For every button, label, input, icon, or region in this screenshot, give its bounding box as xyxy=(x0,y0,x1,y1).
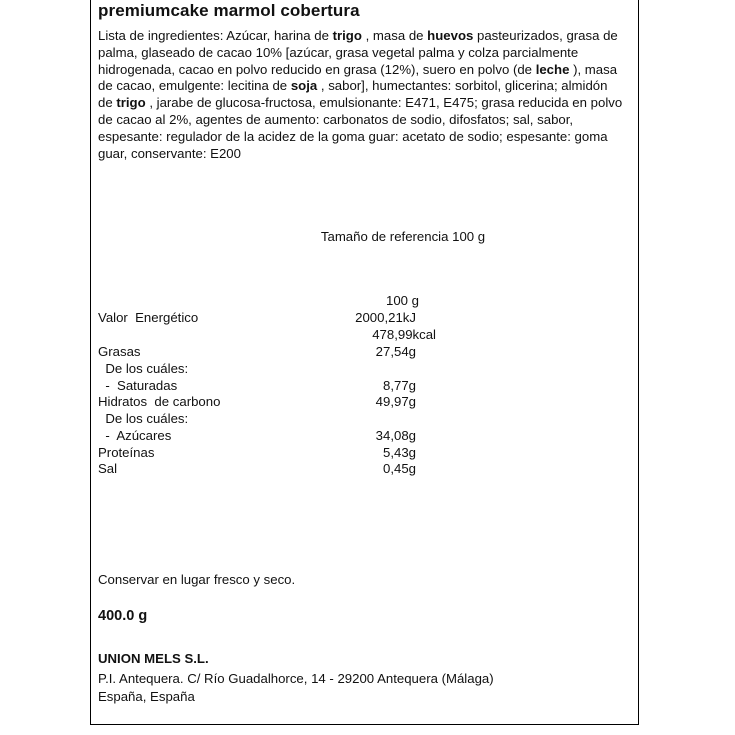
nutrient-label: Sal xyxy=(98,461,118,476)
nutrient-label: Grasas xyxy=(98,344,141,359)
nutrient-value: 49,97g xyxy=(375,394,416,409)
nutrition-column-header: 100 g xyxy=(385,293,419,308)
manufacturer-address: P.I. Antequera. C/ Río Guadalhorce, 14 - 29200 Antequera (Málaga) xyxy=(98,671,494,686)
ingredients-text: pasteurizados, grasa de palma, glaseado de cacao 10% [azúcar, grasa vegetal palma y colza parcialmente hidrogenada, cacao en polvo reducido en grasa (12%), suero en polvo (de xyxy=(98,28,618,77)
nutrient-value: 34,08g xyxy=(375,428,416,443)
storage-instructions: Conservar en lugar fresco y seco. xyxy=(98,572,296,587)
energy-kj-value: 2000,21kJ xyxy=(355,310,416,325)
nutrient-label: - Azúcares xyxy=(98,428,172,443)
allergen-milk: leche xyxy=(535,61,570,77)
allergen-egg: huevos xyxy=(427,28,474,43)
net-weight: 400.0 g xyxy=(98,608,148,624)
nutrient-label: Hidratos de carbono xyxy=(98,394,221,409)
reference-size: Tamaño de referencia 100 g xyxy=(320,229,486,244)
allergen-wheat: trigo xyxy=(116,95,146,111)
product-title: premiumcake marmol cobertura xyxy=(98,1,360,20)
nutrient-sublabel: De los cuáles: xyxy=(98,411,189,426)
ingredients-text: , jarabe de glucosa-fructosa, emulsionante: E471, E475; grasa reducida en polvo de cacao al 2%, agentes de aumento: carbonatos de sodio, difosfatos; sal, sabor, espesante: regulador de la acidez de la goma guar: acetato de sodio; espesante: goma guar, conservante: E200 xyxy=(98,95,623,161)
manufacturer-name: UNION MELS S.L. xyxy=(98,651,209,666)
nutrient-label: Proteínas xyxy=(98,445,155,460)
ingredients-text: ), masa de cacao, emulgente: lecitina de xyxy=(98,61,618,94)
nutrient-label: - Saturadas xyxy=(98,378,178,393)
manufacturer-country: España, España xyxy=(98,689,195,704)
ingredients-text: Lista de ingredientes: Azúcar, harina de xyxy=(98,28,333,43)
allergen-soy: soja xyxy=(290,78,318,94)
energy-kcal-value: 478,99kcal xyxy=(372,327,436,342)
nutrient-sublabel: De los cuáles: xyxy=(98,361,189,376)
energy-label: Valor Energético xyxy=(98,310,199,325)
ingredients-text: , masa de xyxy=(361,28,428,43)
manufacturer-address-block xyxy=(98,670,494,706)
nutrient-value: 5,43g xyxy=(382,445,416,460)
ingredients-list xyxy=(98,28,623,162)
ingredients-text: , sabor], humectantes: sorbitol, glicerina; almidón de xyxy=(98,78,608,111)
nutrient-value: 27,54g xyxy=(375,344,416,359)
nutrient-value: 0,45g xyxy=(382,461,416,476)
allergen-wheat: trigo xyxy=(332,28,362,43)
nutrient-value: 8,77g xyxy=(382,378,416,393)
